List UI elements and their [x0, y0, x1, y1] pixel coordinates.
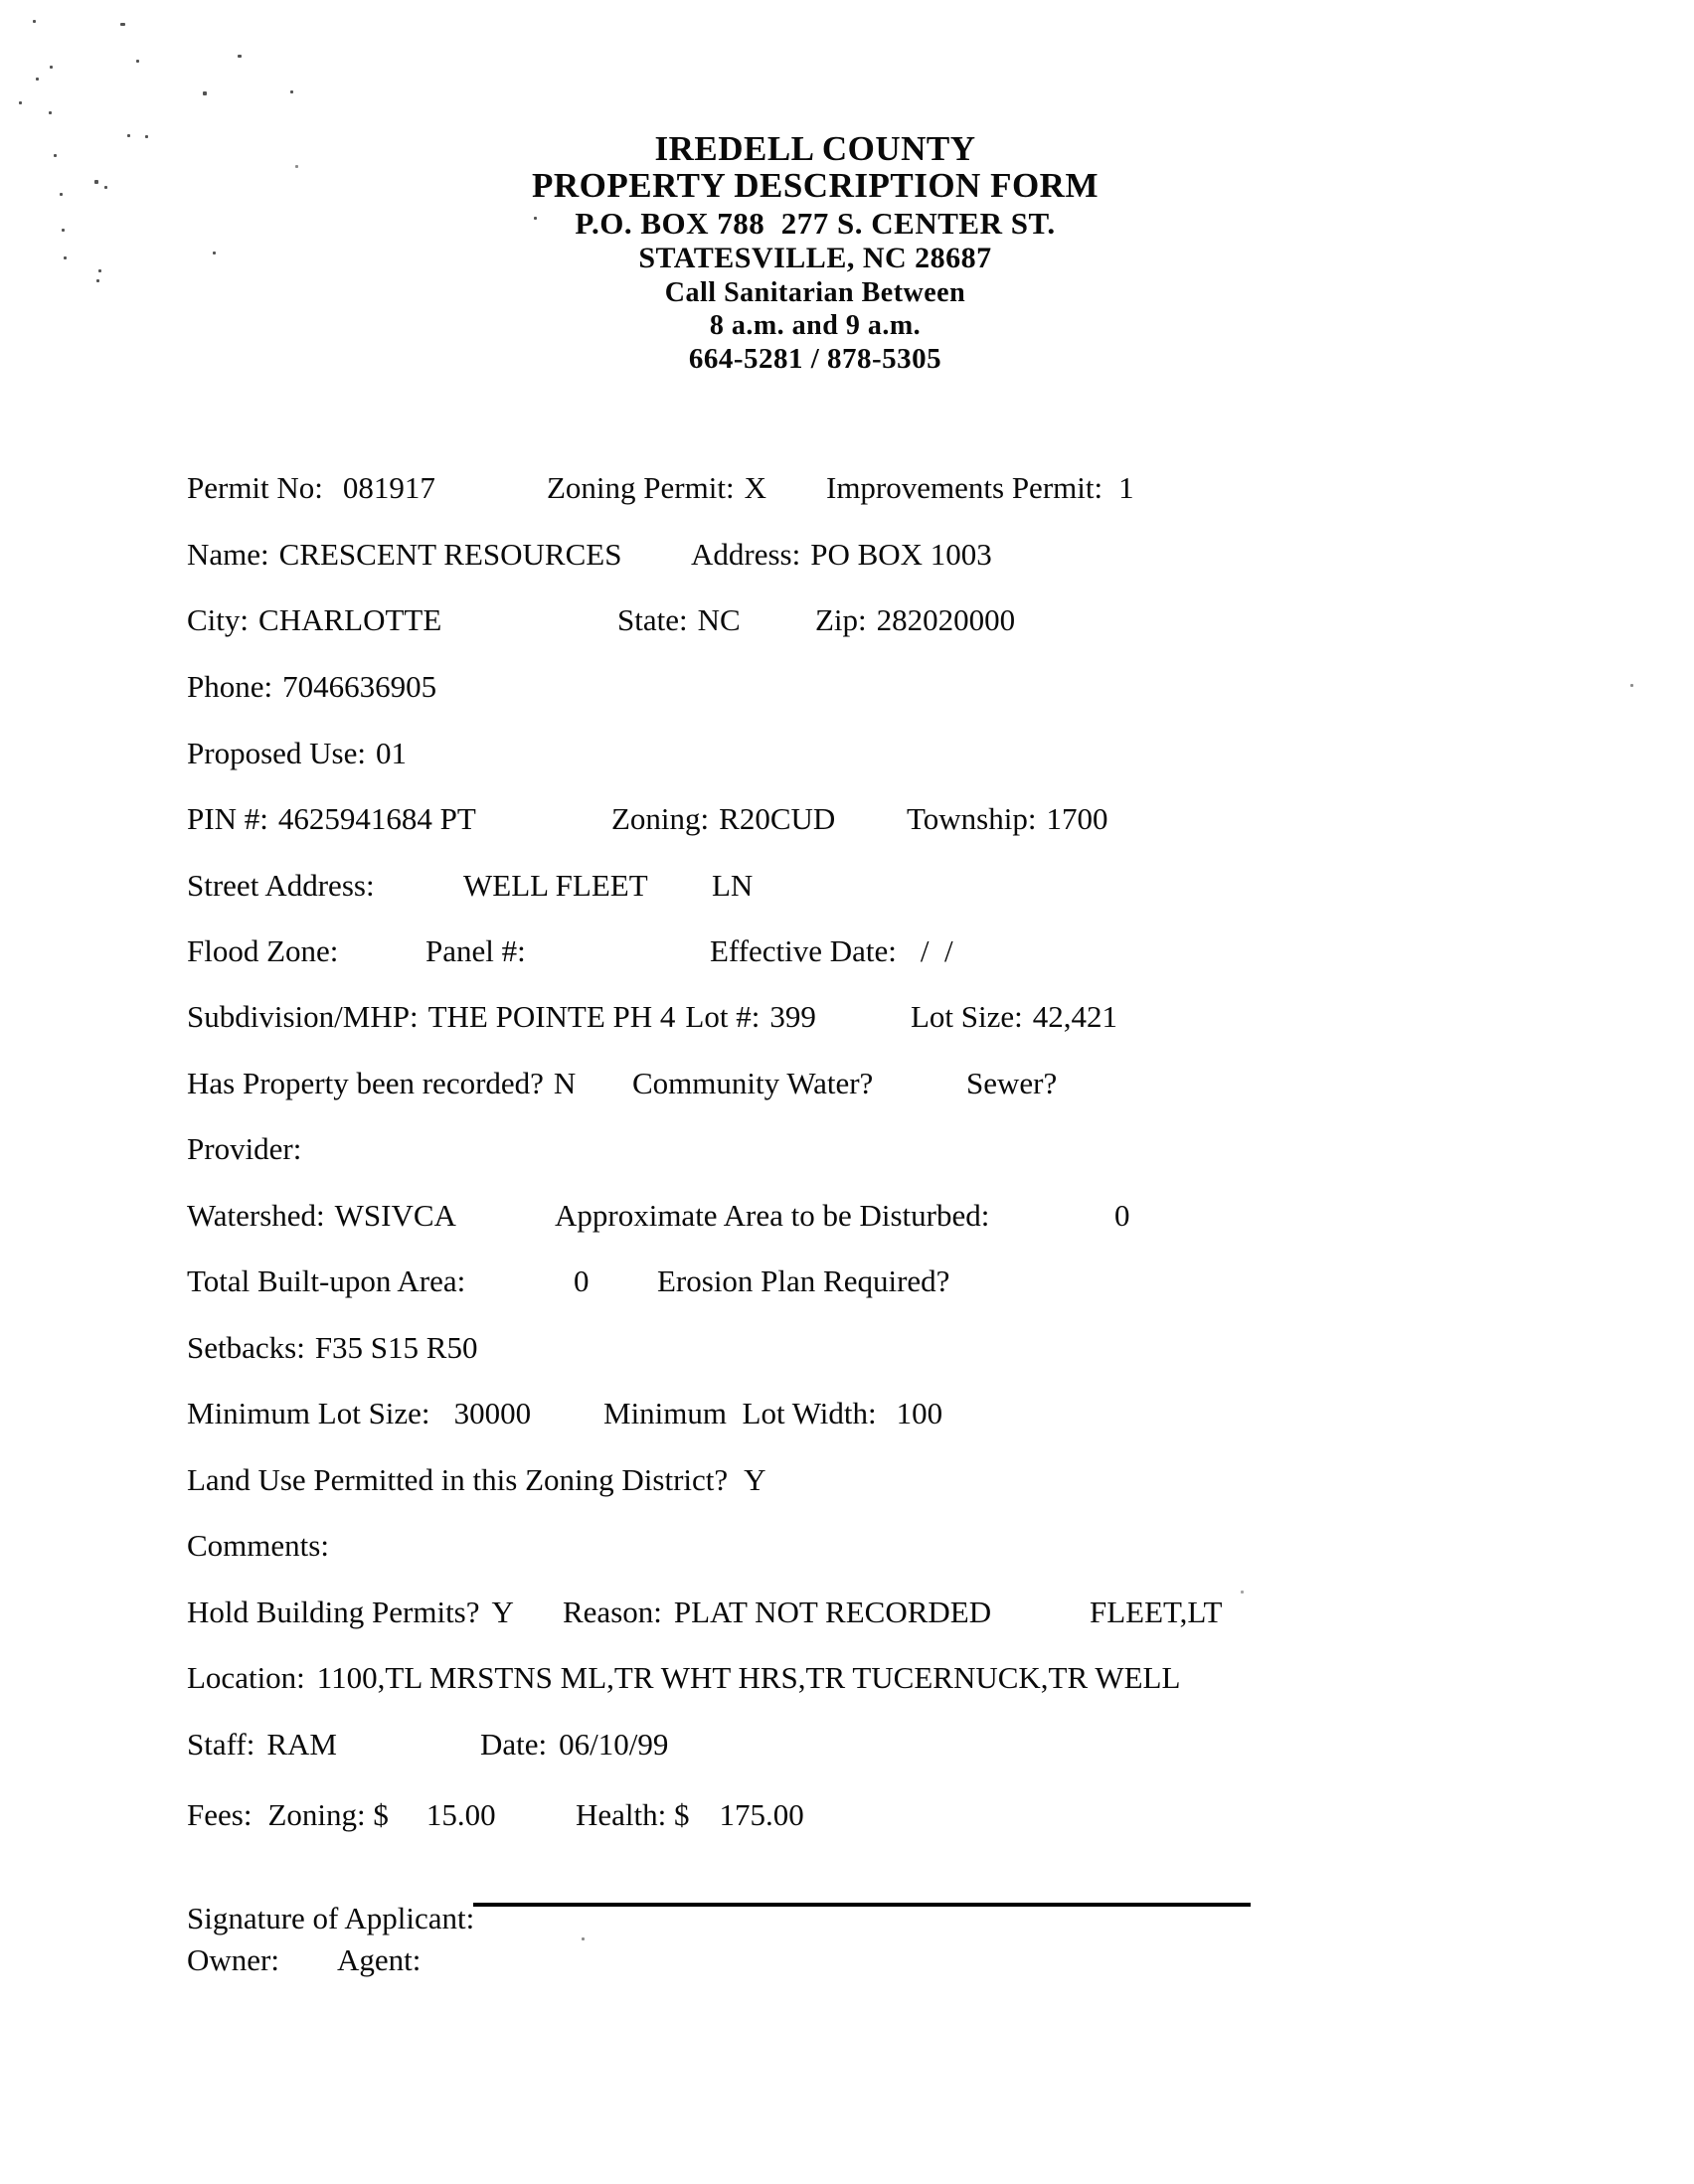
fees-zoning-value: 15.00 — [425, 1797, 496, 1832]
scan-speck — [96, 279, 99, 282]
fees-health-label: Health: $ — [576, 1797, 690, 1832]
zoning-permit-label: Zoning Permit: — [547, 470, 735, 505]
effective-date-label: Effective Date: — [710, 933, 897, 968]
hold-permits-value: Y — [491, 1595, 514, 1629]
watershed-label: Watershed: — [187, 1198, 325, 1233]
state-label: State: — [617, 602, 688, 637]
erosion-label: Erosion Plan Required? — [657, 1263, 950, 1298]
reason-extra-value: FLEET,LT — [1090, 1595, 1223, 1629]
min-lot-size-label: Minimum Lot Size: — [187, 1396, 430, 1430]
phone-label: Phone: — [187, 669, 273, 704]
scan-speck — [120, 23, 125, 26]
scan-speck — [1241, 1591, 1244, 1594]
disturbed-value: 0 — [1114, 1198, 1130, 1233]
street-address-label: Street Address: — [187, 868, 375, 903]
scan-speck — [290, 90, 293, 93]
scan-speck — [19, 101, 22, 104]
field-fees-zoning — [156, 1762, 496, 1869]
effective-date-value: / / — [920, 933, 953, 968]
staff-value: RAM — [266, 1727, 337, 1762]
zip-label: Zip: — [815, 602, 867, 637]
city-value: CHARLOTTE — [258, 602, 442, 637]
county-name: IREDELL COUNTY — [654, 129, 976, 168]
scan-speck — [50, 66, 53, 69]
header-address-line2: STATESVILLE, NC 28687 — [638, 242, 992, 274]
fees-zoning-label: Zoning: $ — [267, 1797, 389, 1832]
lot-no-label: Lot #: — [685, 999, 761, 1034]
subdivision-value: THE POINTE PH 4 — [427, 999, 676, 1034]
scan-speck — [213, 252, 216, 254]
header-phone-numbers: 664-5281 / 878-5305 — [688, 343, 942, 375]
location-label: Location: — [187, 1660, 305, 1695]
scan-speck — [64, 256, 67, 259]
pin-value: 4625941684 PT — [277, 801, 476, 836]
date-value: 06/10/99 — [559, 1727, 669, 1762]
proposed-use-label: Proposed Use: — [187, 736, 366, 770]
scan-speck — [54, 154, 57, 157]
disturbed-label: Approximate Area to be Disturbed: — [555, 1198, 990, 1233]
phone-value: 7046636905 — [282, 669, 437, 704]
location-value: 1100,TL MRSTNS ML,TR WHT HRS,TR TUCERNUCK,TR WELL — [316, 1660, 1181, 1695]
address-value: PO BOX 1003 — [810, 537, 992, 572]
fees-health-value: 175.00 — [719, 1797, 804, 1832]
watershed-value: WSIVCA — [334, 1198, 456, 1233]
address-label: Address: — [691, 537, 801, 572]
scan-speck — [127, 134, 130, 137]
agent-label: Agent: — [337, 1942, 422, 1977]
state-value: NC — [697, 602, 741, 637]
field-fees-health — [545, 1762, 804, 1869]
subdivision-label: Subdivision/MHP: — [187, 999, 419, 1034]
lot-no-value: 399 — [769, 999, 816, 1034]
signature-label: Signature of Applicant: — [187, 1901, 475, 1935]
fees-label: Fees: — [187, 1797, 253, 1832]
scan-speck — [295, 165, 298, 168]
flood-zone-label: Flood Zone: — [187, 933, 339, 968]
built-upon-label: Total Built-upon Area: — [187, 1263, 466, 1298]
scan-speck — [145, 135, 148, 138]
scan-speck — [94, 180, 98, 184]
panel-label: Panel #: — [425, 933, 526, 968]
scan-speck — [104, 186, 107, 189]
scan-speck — [1630, 684, 1633, 687]
scan-speck — [36, 78, 39, 81]
field-zip — [784, 567, 1015, 674]
header-note-line1: Call Sanitarian Between — [664, 277, 966, 308]
field-township — [876, 765, 1107, 873]
scan-speck — [582, 1937, 585, 1940]
zoning-label: Zoning: — [611, 801, 710, 836]
scan-speck — [136, 60, 139, 63]
proposed-use-value: 01 — [375, 736, 407, 770]
min-lot-size-value: 30000 — [453, 1396, 532, 1430]
street-suffix-value: LN — [712, 868, 754, 903]
township-label: Township: — [907, 801, 1037, 836]
scan-speck — [98, 269, 101, 272]
reason-label: Reason: — [563, 1595, 662, 1629]
header-address-line1: P.O. BOX 788 277 S. CENTER ST. — [575, 206, 1056, 241]
field-state — [587, 567, 741, 674]
name-value: CRESCENT RESOURCES — [278, 537, 622, 572]
scan-speck — [203, 91, 207, 95]
scan-speck — [60, 193, 63, 196]
pin-label: PIN #: — [187, 801, 268, 836]
staff-label: Staff: — [187, 1727, 255, 1762]
land-use-label: Land Use Permitted in this Zoning District? — [187, 1462, 729, 1497]
zoning-value: R20CUD — [719, 801, 836, 836]
setbacks-label: Setbacks: — [187, 1330, 305, 1365]
header-note-line2: 8 a.m. and 9 a.m. — [709, 310, 922, 341]
sewer-label: Sewer? — [966, 1066, 1058, 1100]
lot-size-label: Lot Size: — [911, 999, 1023, 1034]
scan-speck — [238, 55, 242, 58]
min-lot-width-label: Minimum Lot Width: — [603, 1396, 877, 1430]
name-label: Name: — [187, 537, 269, 572]
zoning-permit-value: X — [744, 470, 766, 505]
community-water-label: Community Water? — [632, 1066, 874, 1100]
recorded-label: Has Property been recorded? — [187, 1066, 544, 1100]
land-use-value: Y — [744, 1462, 766, 1497]
city-label: City: — [187, 602, 250, 637]
comments-label: Comments: — [187, 1528, 329, 1563]
township-value: 1700 — [1046, 801, 1108, 836]
scan-speck — [33, 20, 36, 23]
street-address-value: WELL FLEET — [463, 868, 648, 903]
built-upon-value: 0 — [574, 1263, 590, 1298]
form-title: PROPERTY DESCRIPTION FORM — [532, 166, 1099, 205]
date-label: Date: — [480, 1727, 548, 1762]
reason-value: PLAT NOT RECORDED — [673, 1595, 992, 1629]
setbacks-value: F35 S15 R50 — [314, 1330, 478, 1365]
signature-line — [473, 1903, 1251, 1907]
scan-speck — [62, 229, 65, 232]
min-lot-width-value: 100 — [896, 1396, 943, 1430]
permit-no-value: 081917 — [342, 470, 435, 505]
recorded-value: N — [553, 1066, 577, 1100]
provider-label: Provider: — [187, 1131, 302, 1166]
zip-value: 282020000 — [876, 602, 1016, 637]
owner-label: Owner: — [187, 1942, 279, 1977]
hold-permits-label: Hold Building Permits? — [187, 1595, 480, 1629]
scan-speck — [534, 217, 537, 220]
permit-no-label: Permit No: — [187, 470, 323, 505]
improvements-permit-label: Improvements Permit: — [826, 470, 1103, 505]
improvements-permit-value: 1 — [1118, 470, 1134, 505]
lot-size-value: 42,421 — [1032, 999, 1118, 1034]
scan-speck — [49, 111, 52, 114]
